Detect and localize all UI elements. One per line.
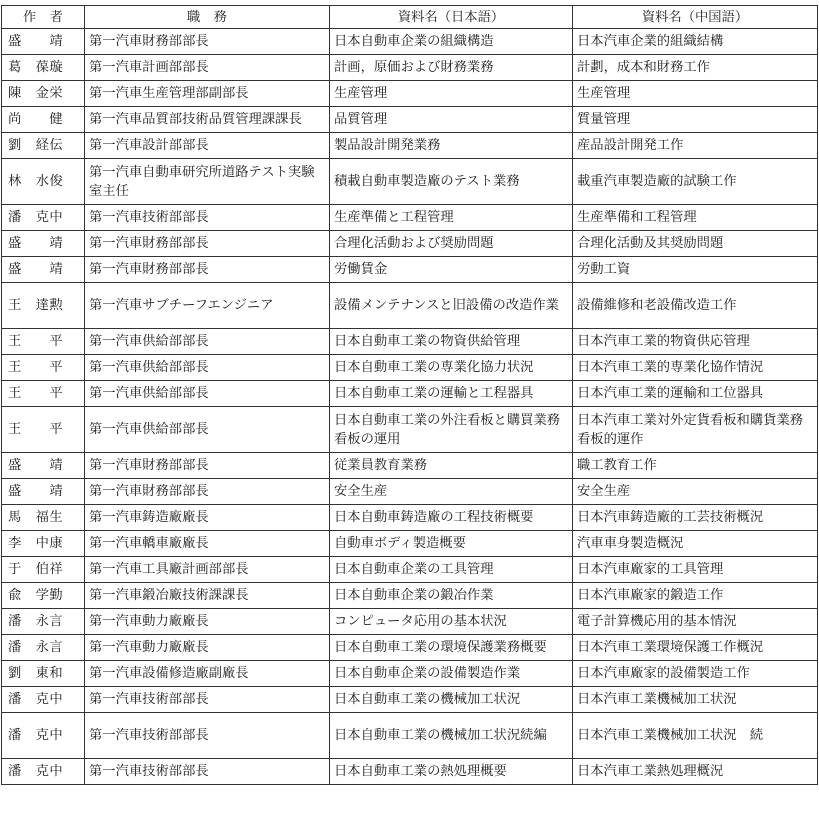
cell-author: 于 伯祥	[2, 557, 85, 583]
cell-author: 潘 永言	[2, 609, 85, 635]
cell-title-zh: 計劃，成本和財務工作	[573, 55, 818, 81]
cell-position: 第一汽車財務部部長	[85, 257, 330, 283]
cell-title-ja: 日本自動車工業の専業化協力状況	[330, 355, 573, 381]
cell-title-zh: 日本汽車工業的専業化協作情況	[573, 355, 818, 381]
cell-author: 盛 靖	[2, 231, 85, 257]
cell-author: 林 水俊	[2, 159, 85, 205]
cell-author: 劉 東和	[2, 661, 85, 687]
table-row	[2, 609, 818, 635]
cell-position: 第一汽車供給部部長	[85, 329, 330, 355]
header-author: 作 者	[2, 6, 85, 29]
cell-title-zh: 日本汽車廠家的鍛造工作	[573, 583, 818, 609]
table-row	[2, 583, 818, 609]
table-row	[2, 505, 818, 531]
cell-title-ja: 日本自動車工業の外注看板と購買業務看板の運用	[330, 407, 573, 453]
table-row	[2, 29, 818, 55]
cell-author: 潘 克中	[2, 759, 85, 785]
cell-position: 第一汽車品質部技術品質管理課課長	[85, 107, 330, 133]
cell-title-ja: 品質管理	[330, 107, 573, 133]
cell-position: 第一汽車生産管理部副部長	[85, 81, 330, 107]
cell-author: 馬 福生	[2, 505, 85, 531]
cell-author: 王 平	[2, 355, 85, 381]
cell-position: 第一汽車サブチーフエンジニア	[85, 283, 330, 329]
cell-title-zh: 日本汽車工業機械加工状況 続	[573, 713, 818, 759]
cell-author: 盛 靖	[2, 29, 85, 55]
cell-author: 兪 学勤	[2, 583, 85, 609]
cell-title-ja: 労働賃金	[330, 257, 573, 283]
table-row	[2, 407, 818, 453]
cell-position: 第一汽車供給部部長	[85, 381, 330, 407]
cell-author: 潘 克中	[2, 687, 85, 713]
cell-title-ja: 日本自動車工業の物資供給管理	[330, 329, 573, 355]
cell-title-zh: 日本汽車工業的物資供応管理	[573, 329, 818, 355]
cell-title-zh: 日本汽車企業的組織結構	[573, 29, 818, 55]
table-row	[2, 531, 818, 557]
cell-position: 第一汽車設計部部長	[85, 133, 330, 159]
table-row	[2, 687, 818, 713]
table-header	[2, 6, 818, 29]
cell-title-ja: 生産管理	[330, 81, 573, 107]
table-row	[2, 355, 818, 381]
cell-title-zh: 質量管理	[573, 107, 818, 133]
cell-title-zh: 合理化活動及其奨励問題	[573, 231, 818, 257]
cell-title-ja: 日本自動車工業の機械加工状況	[330, 687, 573, 713]
table-row	[2, 55, 818, 81]
cell-position: 第一汽車財務部部長	[85, 29, 330, 55]
cell-author: 劉 経伝	[2, 133, 85, 159]
cell-title-ja: 設備メンテナンスと旧設備の改造作業	[330, 283, 573, 329]
table-row	[2, 205, 818, 231]
header-title-ja: 資料名（日本語）	[330, 6, 573, 29]
cell-author: 盛 靖	[2, 453, 85, 479]
cell-title-zh: 日本汽車廠家的設備製造工作	[573, 661, 818, 687]
cell-author: 潘 永言	[2, 635, 85, 661]
cell-author: 葛 葆璇	[2, 55, 85, 81]
cell-position: 第一汽車技術部部長	[85, 687, 330, 713]
cell-position: 第一汽車財務部部長	[85, 231, 330, 257]
cell-position: 第一汽車設備修造廠副廠長	[85, 661, 330, 687]
table-row	[2, 713, 818, 759]
cell-title-zh: 載重汽車製造廠的試験工作	[573, 159, 818, 205]
cell-title-zh: 産品設計開発工作	[573, 133, 818, 159]
table-row	[2, 661, 818, 687]
cell-title-zh: 日本汽車工業環境保護工作概況	[573, 635, 818, 661]
materials-table	[1, 5, 818, 785]
cell-title-ja: 合理化活動および奨励問題	[330, 231, 573, 257]
cell-title-ja: 日本自動車企業の工具管理	[330, 557, 573, 583]
cell-position: 第一汽車供給部部長	[85, 407, 330, 453]
cell-title-ja: 日本自動車工業の機械加工状況続編	[330, 713, 573, 759]
cell-author: 盛 靖	[2, 257, 85, 283]
table-row	[2, 759, 818, 785]
cell-position: 第一汽車工具廠計画部部長	[85, 557, 330, 583]
cell-title-ja: 日本自動車工業の運輸と工程器具	[330, 381, 573, 407]
table-row	[2, 81, 818, 107]
cell-author: 王 平	[2, 407, 85, 453]
cell-title-zh: 日本汽車工業熱処理概況	[573, 759, 818, 785]
table-row	[2, 231, 818, 257]
table-row	[2, 257, 818, 283]
cell-title-ja: 自動車ボディ製造概要	[330, 531, 573, 557]
cell-position: 第一汽車動力廠廠長	[85, 609, 330, 635]
cell-title-zh: 日本汽車鋳造廠的工芸技術概況	[573, 505, 818, 531]
table-row	[2, 453, 818, 479]
table-body	[2, 29, 818, 785]
header-title-zh: 資料名（中国語）	[573, 6, 818, 29]
cell-position: 第一汽車財務部部長	[85, 479, 330, 505]
cell-author: 尚 健	[2, 107, 85, 133]
table-row	[2, 479, 818, 505]
cell-title-ja: 従業員教育業務	[330, 453, 573, 479]
cell-title-ja: 安全生産	[330, 479, 573, 505]
cell-title-zh: 労動工資	[573, 257, 818, 283]
table-row	[2, 283, 818, 329]
cell-position: 第一汽車鍛冶廠技術課課長	[85, 583, 330, 609]
cell-author: 王 平	[2, 329, 85, 355]
table-row	[2, 159, 818, 205]
cell-title-ja: 日本自動車企業の設備製造作業	[330, 661, 573, 687]
cell-title-zh: 職工教育工作	[573, 453, 818, 479]
cell-position: 第一汽車技術部部長	[85, 759, 330, 785]
cell-title-ja: 日本自動車企業の鍛冶作業	[330, 583, 573, 609]
cell-title-zh: 日本汽車工業機械加工状況	[573, 687, 818, 713]
cell-author: 潘 克中	[2, 205, 85, 231]
cell-position: 第一汽車動力廠廠長	[85, 635, 330, 661]
cell-title-zh: 安全生産	[573, 479, 818, 505]
cell-title-zh: 日本汽車工業的運輸和工位器具	[573, 381, 818, 407]
cell-position: 第一汽車技術部部長	[85, 713, 330, 759]
cell-author: 潘 克中	[2, 713, 85, 759]
cell-title-ja: 計画，原価および財務業務	[330, 55, 573, 81]
cell-position: 第一汽車財務部部長	[85, 453, 330, 479]
cell-author: 陳 金栄	[2, 81, 85, 107]
cell-title-zh: 設備維修和老設備改造工作	[573, 283, 818, 329]
cell-position: 第一汽車供給部部長	[85, 355, 330, 381]
cell-title-ja: 生産準備と工程管理	[330, 205, 573, 231]
cell-title-ja: 日本自動車企業の組織構造	[330, 29, 573, 55]
cell-position: 第一汽車轎車廠廠長	[85, 531, 330, 557]
cell-title-ja: 日本自動車鋳造廠の工程技術概要	[330, 505, 573, 531]
table-row	[2, 107, 818, 133]
cell-position: 第一汽車自動車研究所道路テスト実験室主任	[85, 159, 330, 205]
cell-title-zh: 生産管理	[573, 81, 818, 107]
cell-title-zh: 汽車車身製造概況	[573, 531, 818, 557]
cell-author: 李 中康	[2, 531, 85, 557]
table-row	[2, 381, 818, 407]
cell-position: 第一汽車計画部部長	[85, 55, 330, 81]
table-row	[2, 133, 818, 159]
table-row	[2, 329, 818, 355]
cell-title-ja: 日本自動車工業の環境保護業務概要	[330, 635, 573, 661]
header-position: 職 務	[85, 6, 330, 29]
cell-title-zh: 電子計算機応用的基本情況	[573, 609, 818, 635]
table-row	[2, 557, 818, 583]
cell-author: 盛 靖	[2, 479, 85, 505]
cell-title-ja: コンピュータ応用の基本状況	[330, 609, 573, 635]
cell-title-zh: 日本汽車工業対外定貨看板和購貨業務看板的運作	[573, 407, 818, 453]
cell-position: 第一汽車技術部部長	[85, 205, 330, 231]
cell-title-zh: 生産準備和工程管理	[573, 205, 818, 231]
cell-title-ja: 積載自動車製造廠のテスト業務	[330, 159, 573, 205]
cell-title-zh: 日本汽車廠家的工具管理	[573, 557, 818, 583]
cell-title-ja: 製品設計開発業務	[330, 133, 573, 159]
table-row	[2, 635, 818, 661]
cell-author: 王 平	[2, 381, 85, 407]
header-row	[2, 6, 818, 29]
cell-author: 王 達勲	[2, 283, 85, 329]
cell-title-ja: 日本自動車工業の熱処理概要	[330, 759, 573, 785]
cell-position: 第一汽車鋳造廠廠長	[85, 505, 330, 531]
